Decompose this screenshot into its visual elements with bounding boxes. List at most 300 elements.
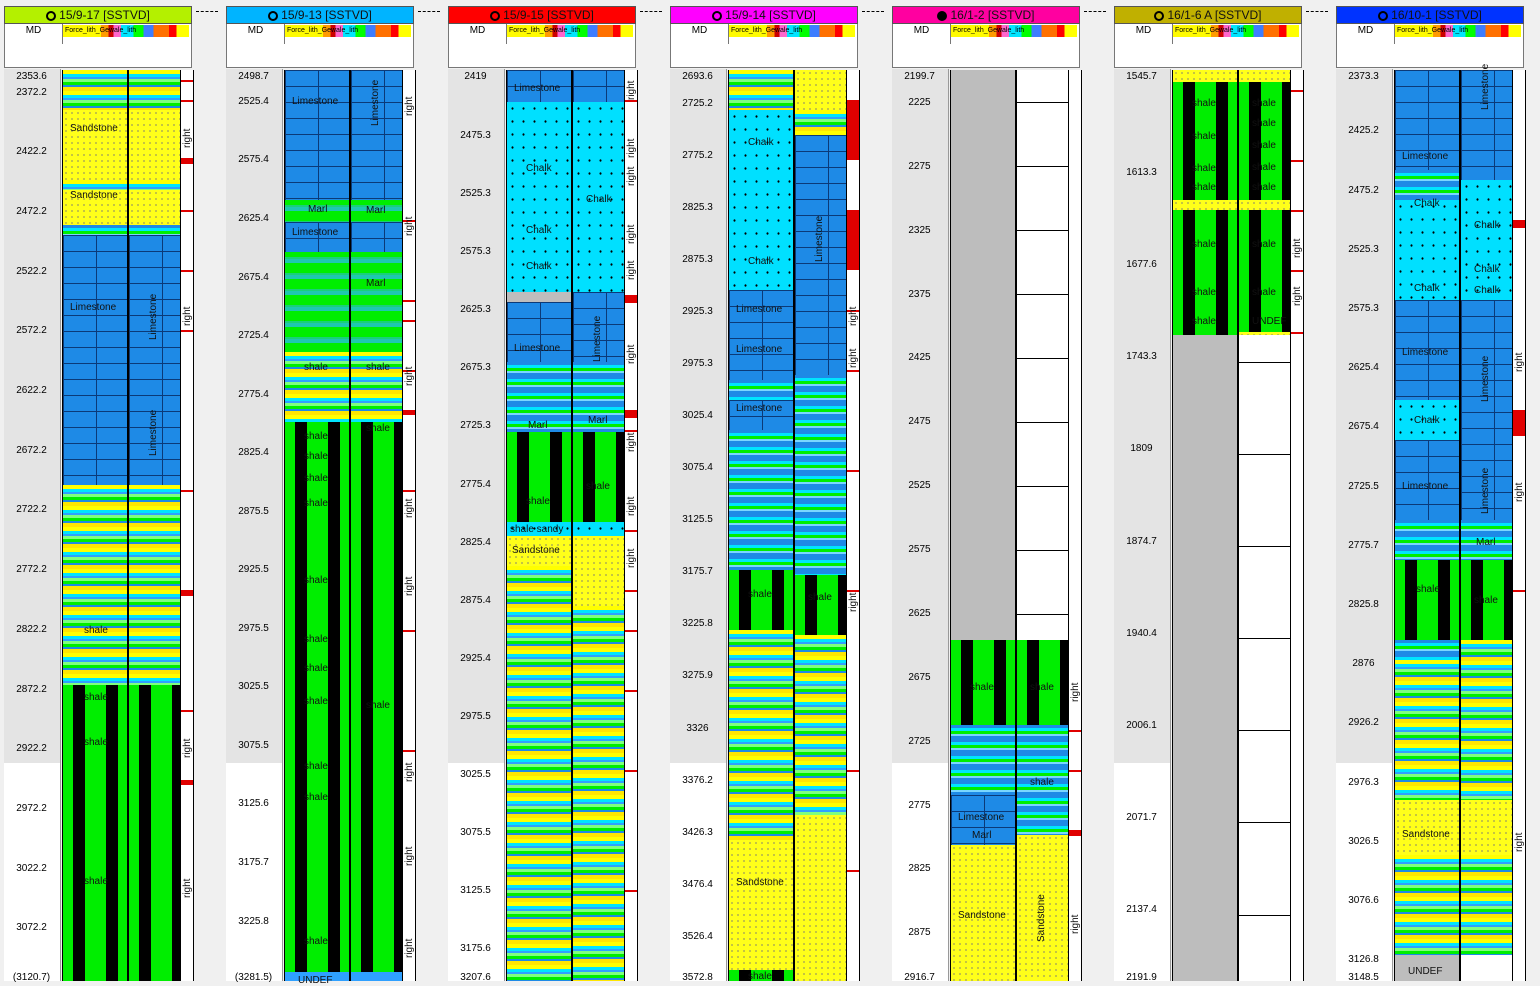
track-caption: right (1070, 682, 1081, 702)
well-title: 16/1-2 [SSTVD] (950, 8, 1035, 22)
well-panel[interactable] (670, 6, 860, 981)
lithology-track[interactable] (572, 70, 625, 981)
lithology-label: shale sandy (510, 524, 564, 535)
lithology-label: Marl (366, 205, 386, 216)
lithology-label: Limestone (70, 302, 117, 313)
md-tick: 2825 (908, 863, 931, 874)
track-caption: right (1292, 286, 1303, 306)
md-tick: 2975.5 (460, 711, 491, 722)
lithology-label: Chalk (1414, 198, 1440, 209)
md-track-label: MD (5, 24, 63, 44)
lithology-label: Sandstone (958, 910, 1006, 921)
track-caption: right (404, 96, 415, 116)
lithology-label: Limestone (514, 343, 561, 354)
lithology-label: shale (970, 682, 994, 693)
lithology-track[interactable] (1172, 70, 1238, 981)
md-tick: 2525.4 (238, 96, 269, 107)
lithology-label-vertical: Limestone (1480, 63, 1491, 110)
lithology-label: Sandstone (1402, 829, 1450, 840)
md-tick: (3281.5) (234, 972, 273, 983)
md-track-label: MD (1115, 24, 1173, 44)
md-tick: 3326 (686, 723, 709, 734)
lithology-label: shale (304, 792, 328, 803)
md-tick: 2725.2 (682, 98, 713, 109)
lithology-label: Limestone (736, 403, 783, 414)
lithology-label: shale (366, 423, 390, 434)
md-tick: 2825.4 (238, 447, 269, 458)
lithology-label: shale (1252, 118, 1276, 129)
well-symbol-icon (46, 11, 56, 21)
lithology-label: shale (1252, 98, 1276, 109)
md-tick: 2672.2 (16, 445, 47, 456)
md-tick: 3026.5 (1348, 836, 1379, 847)
lithology-label: shale (304, 362, 328, 373)
md-tick: 2976.3 (1348, 777, 1379, 788)
track-caption: right (404, 576, 415, 596)
md-tick: 2199.7 (904, 71, 935, 82)
lithology-label: Limestone (736, 304, 783, 315)
lithology-label: Chalk (526, 163, 552, 174)
md-tick: 1874.7 (1126, 536, 1157, 547)
md-tick: 1613.3 (1126, 167, 1157, 178)
md-tick: 2875.4 (460, 595, 491, 606)
md-tick: 3072.2 (16, 922, 47, 933)
lithology-label: shale (586, 481, 610, 492)
md-tick: 3572.8 (682, 972, 713, 983)
lithology-label: Chalk (1414, 415, 1440, 426)
well-panel[interactable] (4, 6, 194, 981)
well-symbol-icon (490, 11, 500, 21)
lithology-label: UNDEF (1252, 316, 1287, 327)
md-tick: 3075.4 (682, 462, 713, 473)
well-panel[interactable] (448, 6, 638, 981)
well-title: 15/9-14 [SSTVD] (725, 8, 816, 22)
track-header (4, 24, 192, 68)
md-tick: 1743.3 (1126, 351, 1157, 362)
lithology-label: Chalk (1414, 283, 1440, 294)
lithology-label: shale (1252, 162, 1276, 173)
lithology-label: Limestone (1402, 481, 1449, 492)
md-tick: 2419 (464, 71, 487, 82)
md-tick: 2275 (908, 161, 931, 172)
lithology-label: Chalk (1474, 220, 1500, 231)
md-tick: 2498.7 (238, 71, 269, 82)
lithology-label: shale (304, 761, 328, 772)
md-tick: 1545.7 (1126, 71, 1157, 82)
md-tick: 2472.2 (16, 206, 47, 217)
lithology-label: UNDEF (298, 975, 333, 986)
track-caption: right (626, 496, 637, 516)
md-tick: 2922.2 (16, 743, 47, 754)
lithology-label: shale (1474, 595, 1498, 606)
lithology-track[interactable] (62, 70, 128, 981)
track-caption: right (1070, 914, 1081, 934)
md-track (4, 69, 61, 763)
lithology-label-vertical: Limestone (592, 315, 603, 362)
red-flag-track[interactable] (625, 70, 638, 981)
well-panel[interactable] (1114, 6, 1304, 981)
md-tick: 3125.5 (460, 885, 491, 896)
track-caption: right (848, 348, 859, 368)
md-tick: 3275.9 (682, 670, 713, 681)
lithology-label: Chalk (748, 256, 774, 267)
md-track (226, 69, 283, 763)
well-symbol-icon (712, 11, 722, 21)
well-title: 15/9-13 [SSTVD] (281, 8, 372, 22)
track-caption: right (626, 548, 637, 568)
md-tick: 3025.5 (238, 681, 269, 692)
md-tick: 3207.6 (460, 972, 491, 983)
track-caption: right (1514, 832, 1525, 852)
track-caption: right (182, 306, 193, 326)
md-tick: 2775.2 (682, 150, 713, 161)
md-tick: 3126.8 (1348, 954, 1379, 965)
md-tick: 2872.2 (16, 684, 47, 695)
lithology-track[interactable] (1016, 70, 1069, 981)
lithology-label: Limestone (1402, 151, 1449, 162)
md-tick: 2575.3 (1348, 303, 1379, 314)
lithology-label-vertical: Limestone (148, 409, 159, 456)
track-caption: right (848, 592, 859, 612)
lithology-track[interactable] (728, 70, 794, 981)
md-tick: 2675.3 (460, 362, 491, 373)
lithology-label: shale (84, 625, 108, 636)
lithology-label: Sandstone (70, 123, 118, 134)
lithology-label: Marl (588, 415, 608, 426)
lithology-label: shale (808, 592, 832, 603)
lithology-legend[interactable]: Force_lith_Gewale_lith (285, 25, 411, 37)
md-tick: 2775.4 (460, 479, 491, 490)
md-tick: 3225.8 (682, 618, 713, 629)
md-tick: 3476.4 (682, 879, 713, 890)
track-caption: right (1514, 352, 1525, 372)
md-tick: 3175.7 (682, 566, 713, 577)
lithology-label: shale (1192, 163, 1216, 174)
lithology-legend[interactable]: Force_lith_Gewale_lith (507, 25, 633, 37)
md-tick: 3125.5 (682, 514, 713, 525)
md-tick: 2425 (908, 352, 931, 363)
well-symbol-icon (268, 11, 278, 21)
lithology-label: shale (1192, 182, 1216, 193)
md-tick: 2475 (908, 416, 931, 427)
md-tick: 2525.3 (460, 188, 491, 199)
md-tick: 2693.6 (682, 71, 713, 82)
lithology-label: Limestone (292, 227, 339, 238)
md-tick: 2875 (908, 927, 931, 938)
track-caption: right (404, 762, 415, 782)
well-connector[interactable] (418, 11, 440, 14)
well-connector[interactable] (1306, 11, 1328, 14)
lithology-label: shale (1192, 98, 1216, 109)
md-tick: 2372.2 (16, 87, 47, 98)
md-tick: 2575 (908, 544, 931, 555)
md-tick: 2722.2 (16, 504, 47, 515)
md-tick: 2375 (908, 289, 931, 300)
md-tick: 3076.6 (1348, 895, 1379, 906)
md-tick: 2625.3 (460, 304, 491, 315)
md-tick: 2475.3 (460, 130, 491, 141)
well-panel[interactable] (892, 6, 1082, 981)
md-tick: 1677.6 (1126, 259, 1157, 270)
lithology-label: shale (1252, 239, 1276, 250)
lithology-label: shale (304, 663, 328, 674)
track-caption: right (182, 128, 193, 148)
lithology-label: shale (304, 936, 328, 947)
md-tick: 3175.6 (460, 943, 491, 954)
md-tick: 2006.1 (1126, 720, 1157, 731)
track-caption: right (182, 738, 193, 758)
md-tick: 2825.4 (460, 537, 491, 548)
md-tick: 2137.4 (1126, 904, 1157, 915)
md-tick: 2675 (908, 672, 931, 683)
lithology-label: Limestone (1402, 347, 1449, 358)
md-tick: 3175.7 (238, 857, 269, 868)
md-tick: 2772.2 (16, 564, 47, 575)
well-title: 16/10-1 [SSTVD] (1391, 8, 1482, 22)
md-tick: 2775 (908, 800, 931, 811)
red-flag-track[interactable] (181, 70, 194, 981)
md-tick: 2373.3 (1348, 71, 1379, 82)
track-caption: right (626, 432, 637, 452)
well-connector[interactable] (862, 11, 884, 14)
lithology-label: Marl (528, 420, 548, 431)
track-header (670, 24, 858, 68)
md-tick: 2972.2 (16, 803, 47, 814)
md-tick: 2422.2 (16, 146, 47, 157)
md-tick: 2822.2 (16, 624, 47, 635)
md-tick: 2975.3 (682, 358, 713, 369)
md-tick: 2475.2 (1348, 185, 1379, 196)
md-tick: 2625.4 (238, 213, 269, 224)
well-title: 15/9-17 [SSTVD] (59, 8, 150, 22)
red-flag-track[interactable] (403, 70, 416, 981)
well-panel[interactable] (1336, 6, 1526, 981)
well-symbol-icon (1378, 11, 1388, 21)
md-tick: 2575.4 (238, 154, 269, 165)
md-track-below (670, 763, 727, 981)
md-tick: 3526.4 (682, 931, 713, 942)
lithology-legend[interactable]: Force_lith_Gewale_lith (729, 25, 855, 37)
lithology-label: shale (1252, 182, 1276, 193)
track-caption: right (626, 344, 637, 364)
md-tick: 3225.8 (238, 916, 269, 927)
lithology-label: shale (1192, 131, 1216, 142)
md-track-label: MD (449, 24, 507, 44)
md-tick: 2825.8 (1348, 599, 1379, 610)
lithology-label: Chalk (586, 194, 612, 205)
md-tick: 2926.2 (1348, 717, 1379, 728)
lithology-label-vertical: Limestone (814, 215, 825, 262)
lithology-label: Chalk (1474, 285, 1500, 296)
lithology-label: Marl (972, 830, 992, 841)
lithology-label: Chalk (1474, 264, 1500, 275)
track-caption: right (1292, 238, 1303, 258)
md-tick: 2625.4 (1348, 362, 1379, 373)
lithology-label: shale (748, 971, 772, 982)
md-track-label: MD (671, 24, 729, 44)
red-flag-track[interactable] (1069, 70, 1082, 981)
md-tick: 2875.3 (682, 254, 713, 265)
lithology-label: Limestone (736, 344, 783, 355)
lithology-label: Sandstone (70, 190, 118, 201)
lithology-label: Marl (1476, 537, 1496, 548)
lithology-label: Chalk (748, 137, 774, 148)
well-header[interactable] (1336, 6, 1524, 24)
well-panel[interactable] (226, 6, 416, 986)
well-header[interactable] (1114, 6, 1302, 24)
md-tick: 2353.6 (16, 71, 47, 82)
lithology-label: shale (304, 431, 328, 442)
md-track-label: MD (893, 24, 951, 44)
md-track-label: MD (1337, 24, 1395, 44)
md-tick: 3148.5 (1348, 972, 1379, 983)
md-tick: 2725.5 (1348, 481, 1379, 492)
md-tick: 2975.5 (238, 623, 269, 634)
lithology-label: shale (304, 634, 328, 645)
lithology-label: shale (304, 696, 328, 707)
well-header[interactable] (226, 6, 414, 24)
md-tick: 2775.4 (238, 389, 269, 400)
md-tick: 2225 (908, 97, 931, 108)
md-tick: 3022.2 (16, 863, 47, 874)
lithology-label: shale (304, 473, 328, 484)
md-tick: 2572.2 (16, 325, 47, 336)
md-tick: 2675.4 (238, 272, 269, 283)
md-track-below (1336, 763, 1393, 981)
track-caption: right (626, 80, 637, 100)
lithology-legend[interactable]: Force_lith_Gewale_lith (63, 25, 189, 37)
track-header (1114, 24, 1302, 68)
lithology-label-vertical: Limestone (1480, 467, 1491, 514)
track-caption: right (404, 846, 415, 866)
md-track-below (226, 763, 283, 981)
md-tick: 2525 (908, 480, 931, 491)
md-tick: 3376.2 (682, 775, 713, 786)
well-header[interactable] (448, 6, 636, 24)
lithology-label: Marl (366, 278, 386, 289)
lithology-label: shale (1192, 287, 1216, 298)
md-tick: (3120.7) (12, 972, 51, 983)
md-tick: 2875.5 (238, 506, 269, 517)
lithology-label: shale (304, 575, 328, 586)
track-caption: right (626, 224, 637, 244)
lithology-label: UNDEF (1408, 966, 1443, 977)
md-tick: 3025.4 (682, 410, 713, 421)
well-header[interactable] (892, 6, 1080, 24)
md-tick: 2825.3 (682, 202, 713, 213)
red-flag-track[interactable] (847, 70, 860, 981)
lithology-label: shale (84, 876, 108, 887)
lithology-legend[interactable]: Force_lith_Gewale_lith (1395, 25, 1521, 37)
md-tick: 2575.3 (460, 246, 491, 257)
track-caption: right (1514, 482, 1525, 502)
well-connector[interactable] (196, 11, 218, 14)
lithology-label: shale (304, 451, 328, 462)
md-tick: 2775.7 (1348, 540, 1379, 551)
lithology-label: Limestone (514, 83, 561, 94)
track-header (1336, 24, 1524, 68)
lithology-legend[interactable]: Force_lith_Gewale_lith (1173, 25, 1299, 37)
md-tick: 3075.5 (460, 827, 491, 838)
well-connector[interactable] (1084, 11, 1106, 14)
md-tick: 2925.4 (460, 653, 491, 664)
well-header[interactable] (670, 6, 858, 24)
lithology-track[interactable] (1238, 70, 1291, 981)
lithology-label: shale (304, 498, 328, 509)
md-tick: 2071.7 (1126, 812, 1157, 823)
md-tick: 2522.2 (16, 266, 47, 277)
lithology-track[interactable] (128, 70, 181, 981)
lithology-label-vertical: Limestone (370, 79, 381, 126)
lithology-label-vertical: Limestone (148, 293, 159, 340)
lithology-track[interactable] (950, 70, 1016, 981)
lithology-label: shale (526, 496, 550, 507)
lithology-legend[interactable]: Force_lith_Gewale_lith (951, 25, 1077, 37)
lithology-label: shale (1252, 287, 1276, 298)
lithology-label: shale (84, 737, 108, 748)
lithology-label: Chalk (526, 261, 552, 272)
md-tick: 1809 (1130, 443, 1153, 454)
lithology-label: shale (748, 589, 772, 600)
track-caption: right (404, 216, 415, 236)
lithology-track[interactable] (1460, 70, 1513, 981)
md-tick: 2925.5 (238, 564, 269, 575)
track-caption: right (626, 260, 637, 280)
md-tick: 3075.5 (238, 740, 269, 751)
track-caption: right (404, 366, 415, 386)
md-tick: 3125.6 (238, 798, 269, 809)
lithology-label: Sandstone (512, 545, 560, 556)
lithology-label: Chalk (526, 225, 552, 236)
lithology-label: shale (366, 700, 390, 711)
red-flag-track[interactable] (1291, 70, 1304, 981)
md-tick: 2725.4 (238, 330, 269, 341)
lithology-label: Marl (308, 204, 328, 215)
lithology-label: shale (366, 362, 390, 373)
md-tick: 1940.4 (1126, 628, 1157, 639)
track-header (448, 24, 636, 68)
md-tick: 2325 (908, 225, 931, 236)
well-connector[interactable] (640, 11, 662, 14)
md-tick: 3426.3 (682, 827, 713, 838)
well-title: 16/1-6 A [SSTVD] (1167, 8, 1262, 22)
track-caption: right (848, 306, 859, 326)
track-header (226, 24, 414, 68)
lithology-label-vertical: Limestone (1480, 355, 1491, 402)
md-tick: 2622.2 (16, 385, 47, 396)
well-symbol-icon (937, 11, 947, 21)
md-tick: 2925.3 (682, 306, 713, 317)
lithology-track[interactable] (794, 70, 847, 981)
lithology-label: Limestone (958, 812, 1005, 823)
md-tick: 2525.3 (1348, 244, 1379, 255)
track-caption: right (182, 878, 193, 898)
lithology-label: shale (1192, 239, 1216, 250)
md-track-label: MD (227, 24, 285, 44)
track-header (892, 24, 1080, 68)
lithology-label: shale (1030, 682, 1054, 693)
md-tick: 2625 (908, 608, 931, 619)
lithology-label: shale (1416, 584, 1440, 595)
md-tick: 2425.2 (1348, 125, 1379, 136)
md-track-below (1114, 763, 1171, 981)
lithology-label: Sandstone (736, 877, 784, 888)
well-header[interactable] (4, 6, 192, 24)
track-caption: right (626, 166, 637, 186)
md-tick: 2725.3 (460, 420, 491, 431)
md-tick: 2876 (1352, 658, 1375, 669)
md-tick: 2675.4 (1348, 421, 1379, 432)
